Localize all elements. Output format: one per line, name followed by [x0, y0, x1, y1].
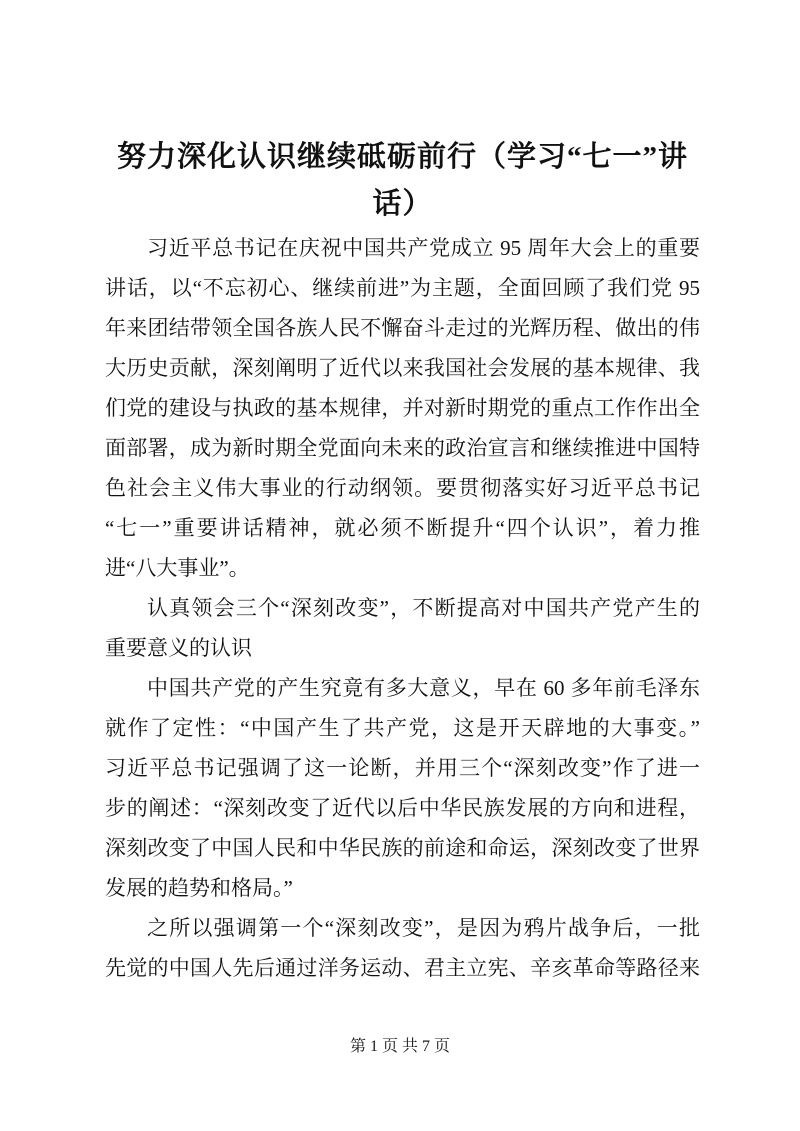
- paragraph: [105, 228, 700, 588]
- text-line: 认真领会三个“深刻改变”，不断提高对中国共产党产生的: [147, 596, 700, 620]
- text-line: 习近平总书记强调了这一论断，并用三个“深刻改变”作了进一: [105, 756, 700, 780]
- text-line: 进“八大事业”。: [105, 556, 250, 580]
- text-line: 先觉的中国人先后通过洋务运动、君主立宪、辛亥革命等路径来: [105, 956, 700, 980]
- text-line: 之所以强调第一个“深刻改变”，是因为鸦片战争后，一批: [147, 916, 700, 940]
- text-line: 重要意义的认识: [105, 636, 252, 660]
- document-body: [105, 228, 700, 988]
- text-line: 发展的趋势和格局。”: [105, 876, 293, 900]
- text-line: 就作了定性：“中国产生了共产党，这是开天辟地的大事变。”: [105, 716, 700, 740]
- text-line: 们党的建设与执政的基本规律，并对新时期党的重点工作作出全: [105, 396, 700, 420]
- text-line: 面部署，成为新时期全党面向未来的政治宣言和继续推进中国特: [105, 436, 700, 460]
- text-line: 色社会主义伟大事业的行动纲领。要贯彻落实好习近平总书记: [105, 476, 700, 500]
- paragraph: [105, 588, 700, 668]
- text-line: 中国共产党的产生究竟有多大意义，早在 60 多年前毛泽东: [147, 676, 700, 700]
- title-line: 话）: [372, 188, 433, 220]
- text-line: 年来团结带领全国各族人民不懈奋斗走过的光辉历程、做出的伟: [105, 316, 700, 340]
- text-line: 步的阐述：“深刻改变了近代以后中华民族发展的方向和进程，: [105, 796, 700, 820]
- page-number-text: 第 1 页 共 7 页: [349, 1038, 450, 1055]
- text-line: 习近平总书记在庆祝中国共产党成立 95 周年大会上的重要: [147, 236, 700, 260]
- paragraph: [105, 668, 700, 908]
- text-line: 讲话，以“不忘初心、继续前进”为主题，全面回顾了我们党 95: [105, 276, 700, 300]
- document-content: [105, 134, 700, 988]
- text-line: “七一”重要讲话精神，就必须不断提升“四个认识”，着力推: [105, 516, 700, 540]
- text-line: 深刻改变了中国人民和中华民族的前途和命运，深刻改变了世界: [105, 836, 700, 860]
- paragraph: [105, 908, 700, 988]
- page-footer: [0, 1034, 800, 1060]
- document-title: [105, 134, 700, 228]
- title-line: 努力深化认识继续砥砺前行（学习“七一”讲: [116, 141, 688, 173]
- text-line: 大历史贡献，深刻阐明了近代以来我国社会发展的基本规律、我: [105, 356, 700, 380]
